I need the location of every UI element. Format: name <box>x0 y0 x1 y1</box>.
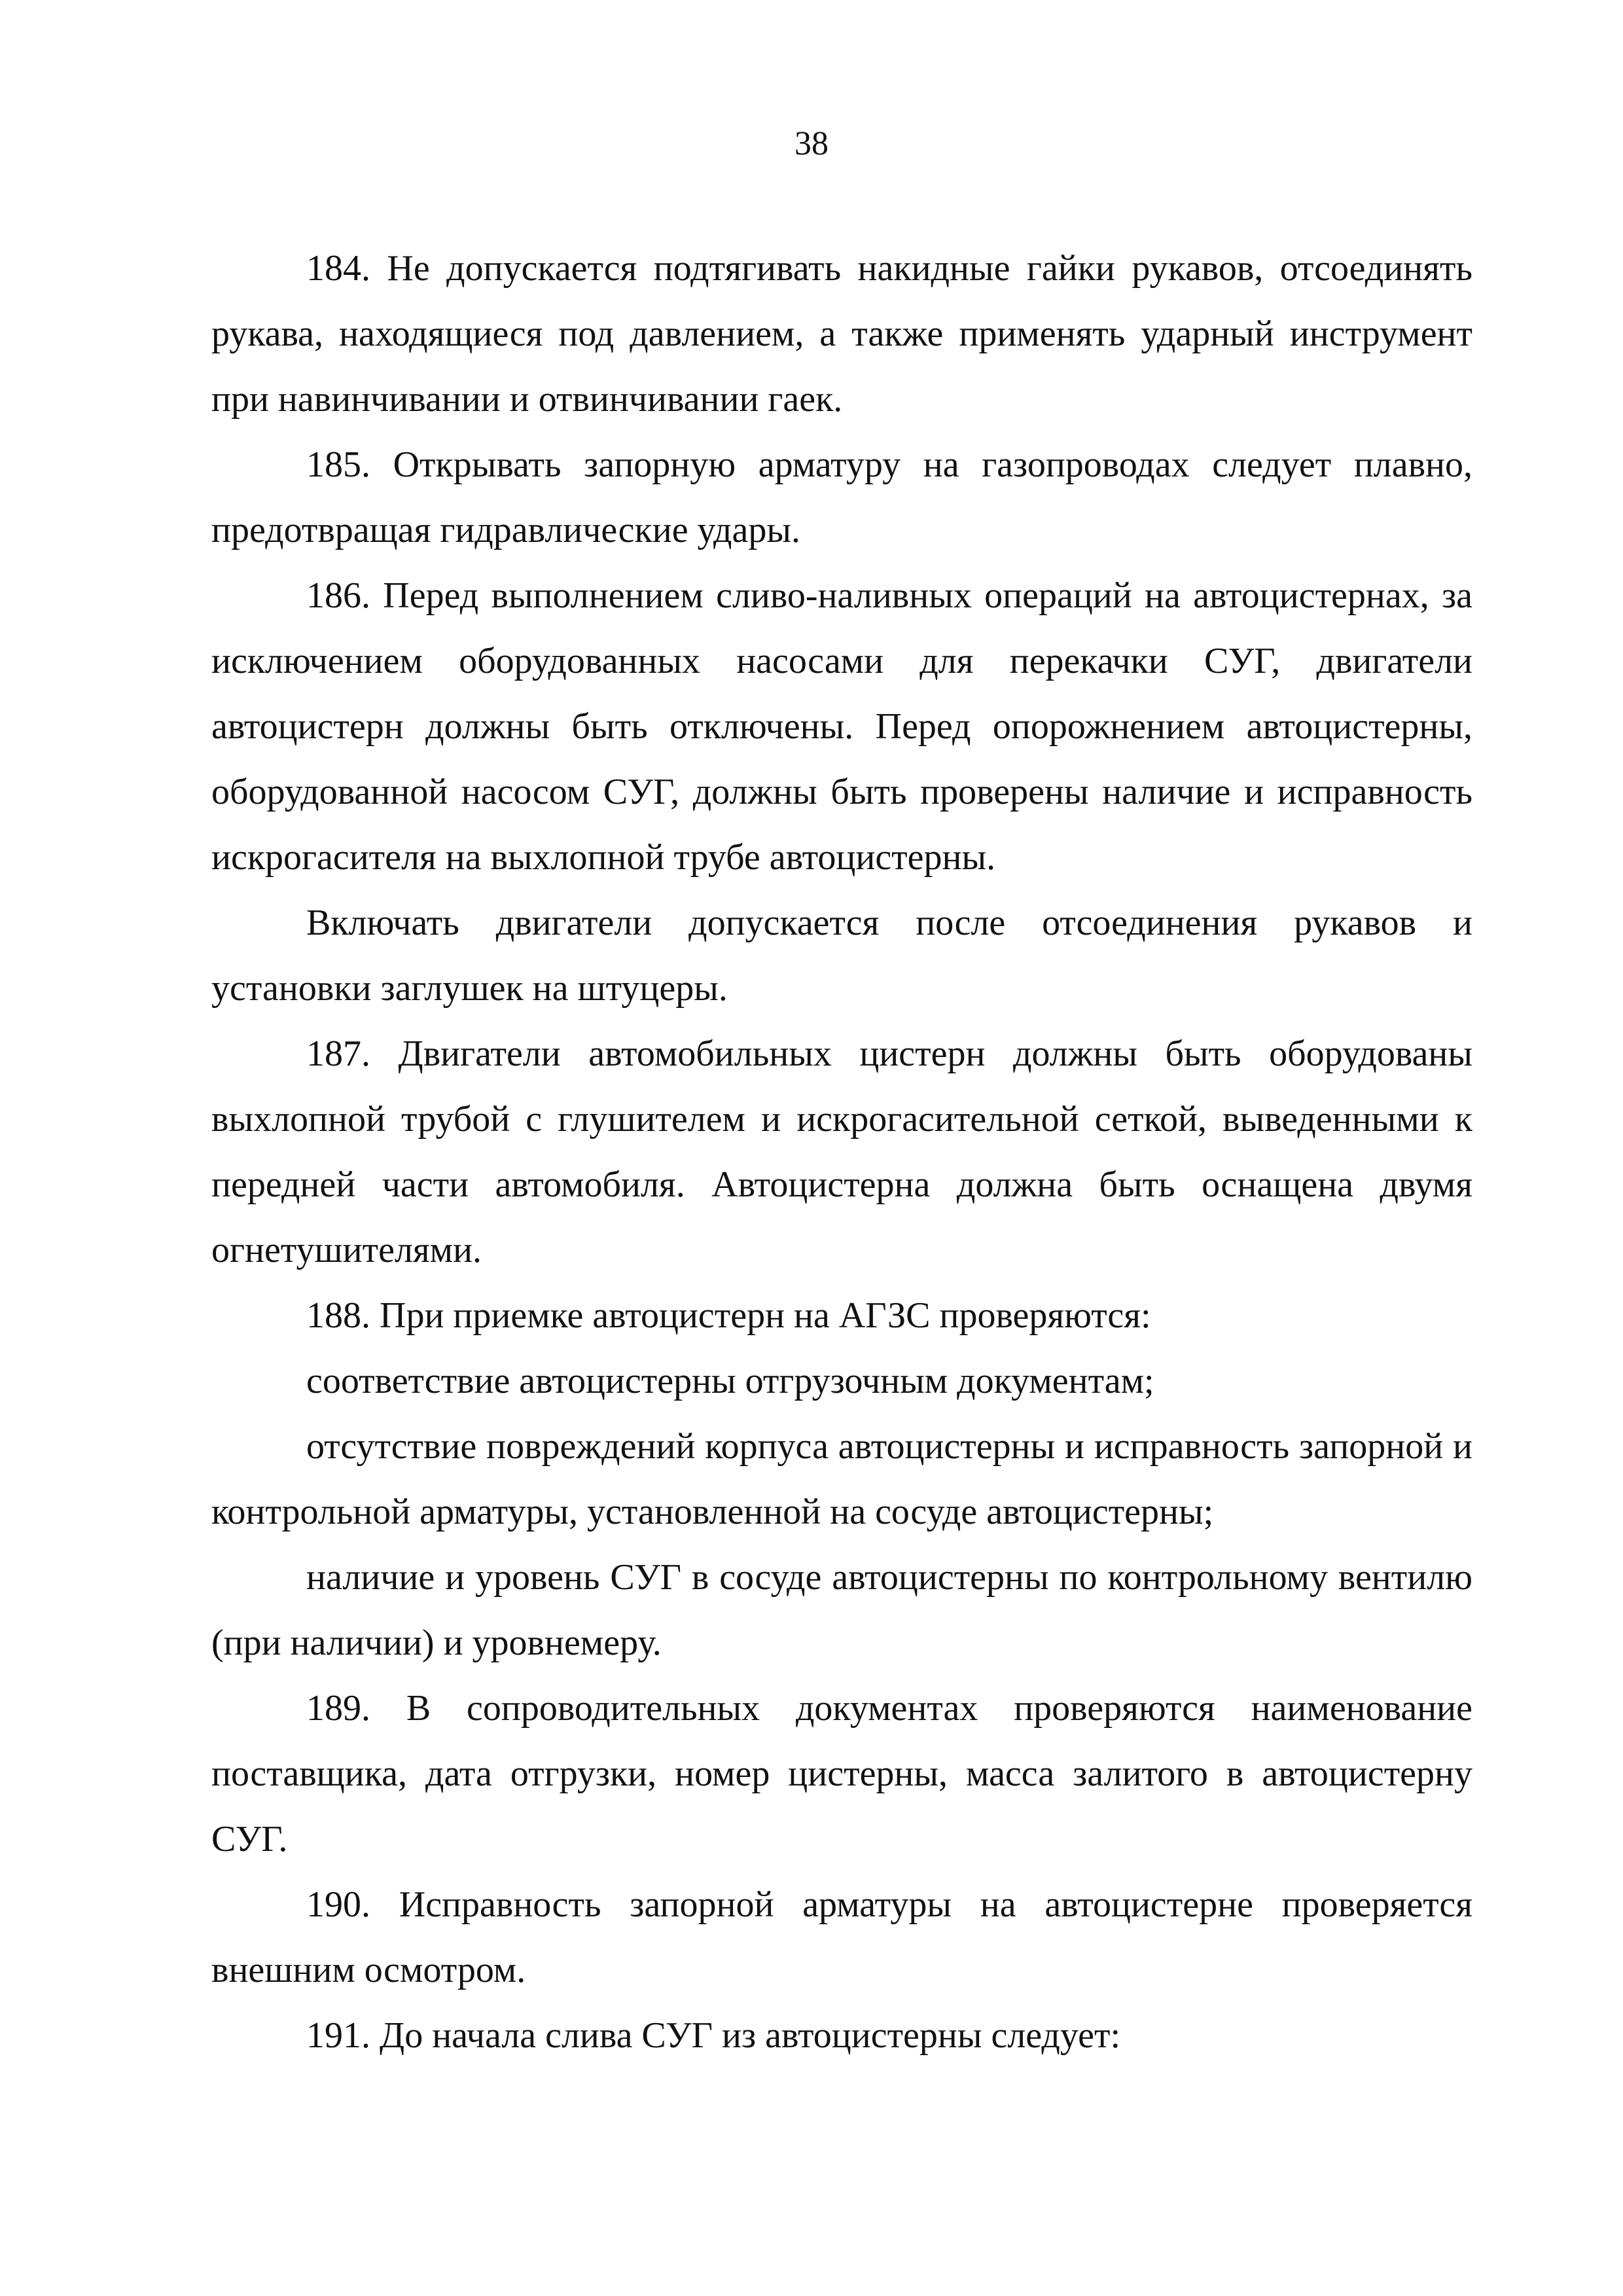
paragraph-189: 189. В сопроводительных документах проверяются наименование поставщика, дата отгрузки, номер цистерны, масса залитого в автоцистерну СУГ. <box>211 1688 1472 1859</box>
paragraph-185: 185. Открывать запорную арматуру на газопроводах следует плавно, предотвращая гидравлические удары. <box>211 444 1472 550</box>
paragraph-188-item-1: соответствие автоцистерны отгрузочным документам; <box>306 1361 1154 1401</box>
page-number: 38 <box>794 125 829 162</box>
paragraph-188-item-2: отсутствие повреждений корпуса автоцистерны и исправность запорной и контрольной арматуры, установленной на сосуде автоцистерны; <box>211 1426 1472 1532</box>
paragraph-184: 184. Не допускается подтягивать накидные гайки рукавов, отсоединять рукава, находящиеся под давлением, а также применять ударный инструмент при навинчивании и отвинчивании гаек. <box>211 248 1472 420</box>
paragraph-186-continued: Включать двигатели допускается после отсоединения рукавов и установки заглушек на штуцеры. <box>211 903 1472 1009</box>
paragraph-188: 188. При приемке автоцистерн на АГЗС проверяются: <box>306 1295 1151 1336</box>
paragraph-191: 191. До начала слива СУГ из автоцистерны следует: <box>306 2015 1121 2056</box>
paragraph-186: 186. Перед выполнением сливо-наливных операций на автоцистернах, за исключением оборудованных насосами для перекачки СУГ, двигатели автоцистерн должны быть отключены. Перед опорожнением автоцистерны, оборудованной насосом СУГ, должны быть проверены наличие и исправность искрогасителя на выхлопной трубе автоцистерны. <box>211 575 1472 878</box>
document-body <box>211 236 1472 2068</box>
paragraph-187: 187. Двигатели автомобильных цистерн должны быть оборудованы выхлопной трубой с глушителем и искрогасительной сеткой, выведенными к передней части автомобиля. Автоцистерна должна быть оснащена двумя огнетушителями. <box>211 1033 1472 1270</box>
paragraph-188-item-3: наличие и уровень СУГ в сосуде автоцистерны по контрольному вентилю (при наличии) и уровнемеру. <box>211 1557 1472 1663</box>
paragraph-190: 190. Исправность запорной арматуры на автоцистерне проверяется внешним осмотром. <box>211 1884 1472 1990</box>
